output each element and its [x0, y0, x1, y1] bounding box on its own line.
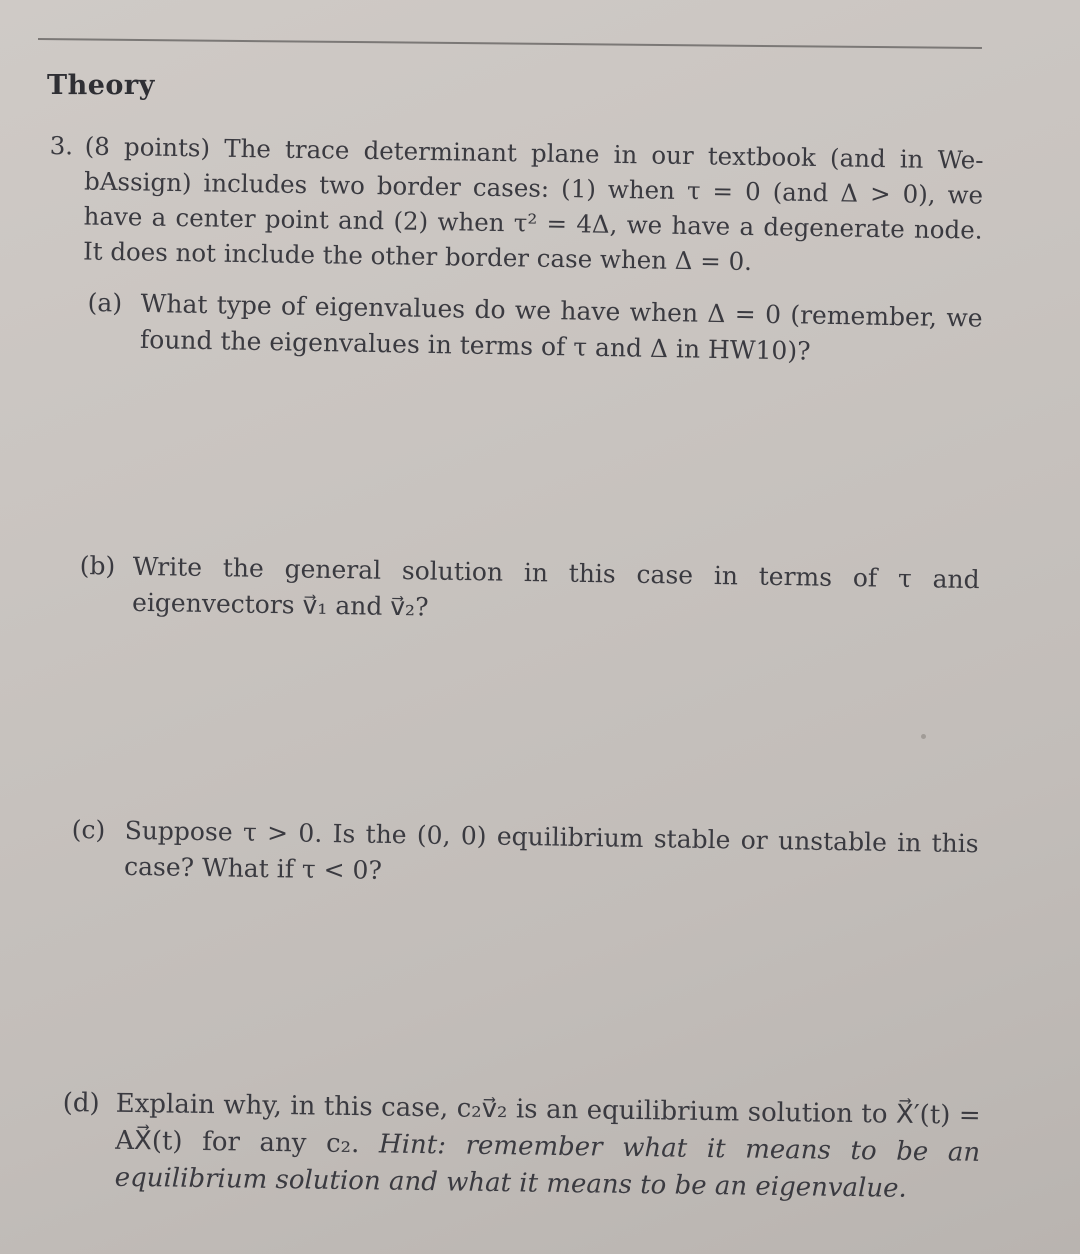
problem-3 [48, 128, 984, 283]
section-title: Theory [47, 70, 155, 101]
paper-speck [921, 734, 926, 739]
problem-statement: (8 points) The trace determinant plane in our textbook (and in We-bAssign) includes two border cases: (1) when τ = 0 (and Δ > 0), we have a center point and (2) when τ² = 4Δ, we have a degenerate node. It does not include the other border case when Δ = 0. [82, 131, 984, 277]
part-b [79, 548, 980, 634]
part-c [71, 812, 979, 898]
part-a-question: What type of eigenvalues do we have when Δ = 0 (remember, we found the eigenvalues in terms of τ and Δ in HW10)? [139, 288, 983, 366]
part-a-label: (a) [87, 287, 123, 318]
part-d-question [114, 1086, 980, 1209]
top-divider [38, 38, 982, 49]
part-c-label: (c) [71, 814, 106, 845]
part-b-label: (b) [79, 550, 116, 581]
part-d-hint: Hint: remember what it means to be an equilibrium solution and what it means to be an eigenvalue. [114, 1129, 981, 1204]
part-d [61, 1085, 980, 1209]
part-d-prompt: Explain why, in this case, c₂v⃗₂ is an equilibrium solution to X⃗′(t) = AX⃗(t) for any c₂. [115, 1088, 981, 1160]
problem-number: 3. [49, 130, 74, 161]
part-d-label: (d) [62, 1087, 100, 1119]
part-b-question: Write the general solution in this case in terms of τ and eigenvectors v⃗₁ and v⃗₂? [131, 551, 980, 622]
part-c-question: Suppose τ > 0. Is the (0, 0) equilibrium stable or unstable in this case? What if τ < 0? [123, 815, 979, 885]
part-a [87, 285, 983, 373]
